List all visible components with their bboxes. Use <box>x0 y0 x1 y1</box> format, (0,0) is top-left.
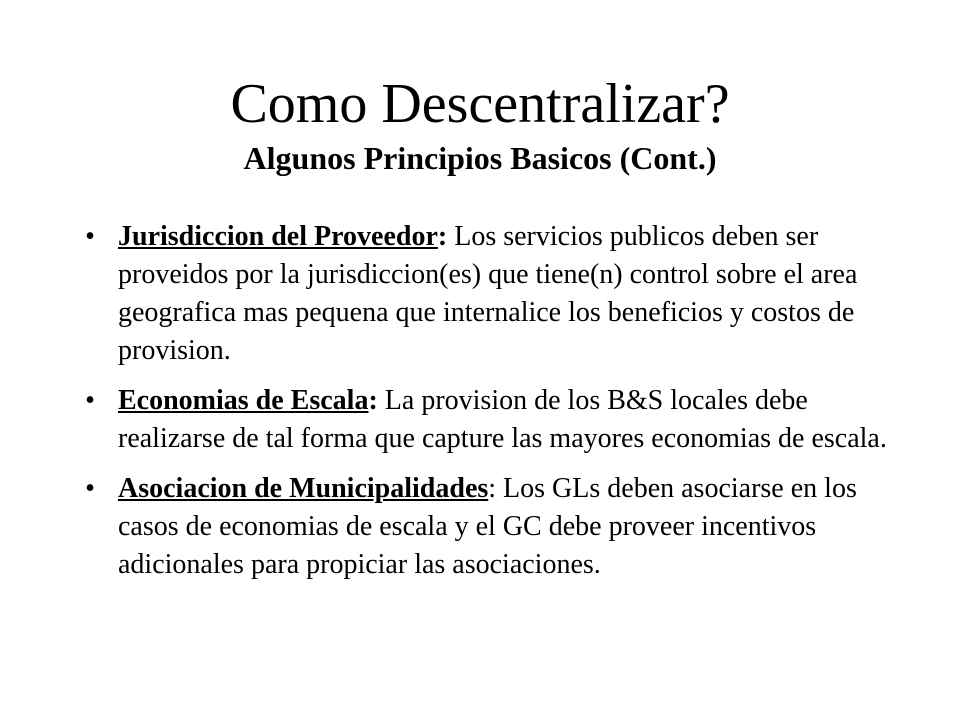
bullet-term: Economias de Escala <box>118 385 369 416</box>
bullet-term: Jurisdiccion del Proveedor <box>118 221 438 252</box>
title-block <box>0 72 960 178</box>
bullet-term: Asociacion de Municipalidades <box>118 473 489 504</box>
bullet-item-asociacion <box>80 470 900 584</box>
bullet-text: Los servicios publicos deben ser proveidos por la jurisdiccion(es) que tiene(n) control sobre el area geografica mas pequena que internalice los beneficios y costos de provision. <box>118 221 858 366</box>
bullet-dot-icon: • <box>85 473 95 504</box>
bullet-colon: : <box>437 221 448 252</box>
slide-title: Como Descentralizar? <box>230 73 730 135</box>
bullet-text: La provision de los B&S locales debe realizarse de tal forma que capture las mayores economias de escala. <box>118 385 887 454</box>
bullet-item-economias <box>80 382 900 458</box>
bullet-item-jurisdiccion <box>80 218 900 370</box>
bullet-colon: : <box>488 473 497 504</box>
bullet-list <box>80 218 900 596</box>
bullet-text: Los GLs deben asociarse en los casos de economias de escala y el GC debe proveer incentivos adicionales para propiciar las asociaciones. <box>118 473 857 580</box>
slide-subtitle: Algunos Principios Basicos (Cont.) <box>243 140 717 176</box>
bullet-dot-icon: • <box>85 385 95 416</box>
bullet-dot-icon: • <box>85 221 95 252</box>
bullet-colon: : <box>368 385 378 416</box>
